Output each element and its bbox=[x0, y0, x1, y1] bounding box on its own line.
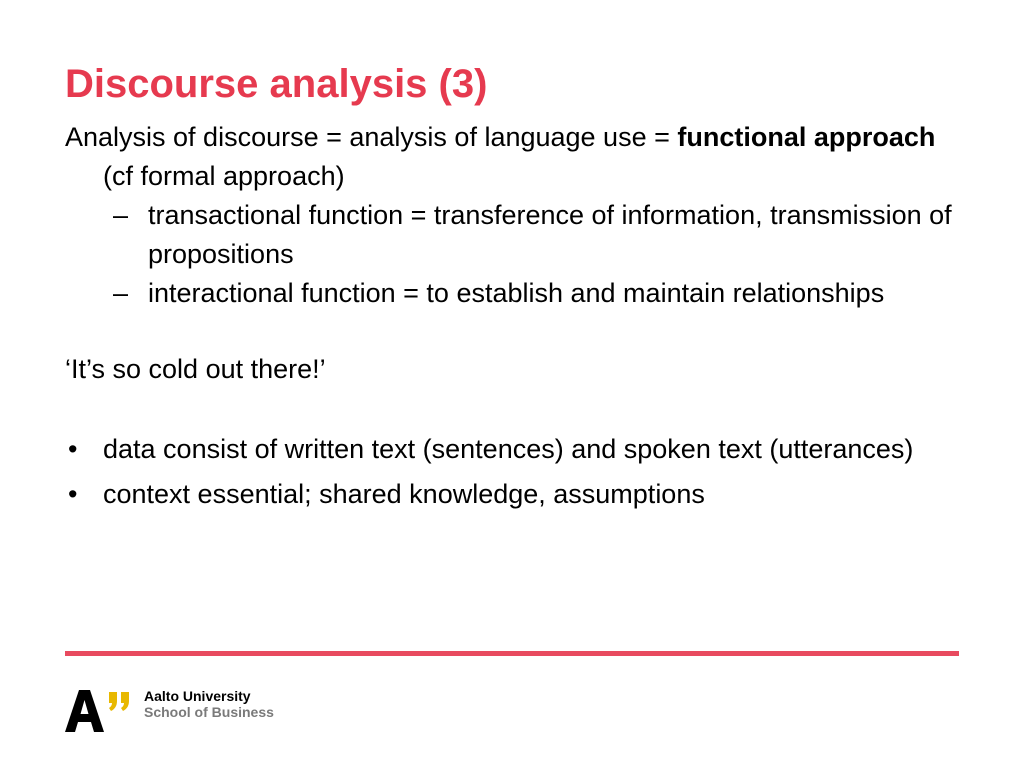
sub-item-text: interactional function = to establish and maintain relationships bbox=[148, 278, 885, 308]
bullet-item bbox=[65, 475, 965, 514]
sub-item bbox=[65, 274, 965, 313]
sub-item bbox=[65, 196, 965, 274]
intro-text-end: (cf formal approach) bbox=[103, 161, 345, 191]
logo-school-name: School of Business bbox=[144, 704, 274, 720]
aalto-logo bbox=[65, 688, 325, 736]
slide-body bbox=[65, 118, 965, 520]
dash-marker: – bbox=[113, 278, 129, 308]
bullet-dot: • bbox=[68, 479, 78, 509]
bullet-text: context essential; shared knowledge, assumptions bbox=[103, 479, 705, 509]
bullet-list bbox=[65, 430, 965, 514]
bullet-dot: • bbox=[68, 434, 78, 464]
intro-bold-term: functional approach bbox=[677, 122, 936, 152]
footer-divider bbox=[65, 651, 959, 656]
intro-paragraph bbox=[65, 118, 965, 196]
slide-title: Discourse analysis (3) bbox=[65, 62, 488, 106]
quote-line: ‘It’s so cold out there!’ bbox=[65, 354, 326, 384]
aalto-a-logo-icon bbox=[65, 688, 135, 733]
bullet-item bbox=[65, 430, 965, 469]
intro-text-start: Analysis of discourse = analysis of language use = bbox=[65, 122, 678, 152]
sub-item-text: transactional function = transference of information, transmission of propositions bbox=[148, 200, 952, 269]
bullet-text: data consist of written text (sentences) and spoken text (utterances) bbox=[103, 434, 914, 464]
logo-university-name: Aalto University bbox=[144, 688, 251, 704]
dash-marker: – bbox=[113, 200, 129, 230]
